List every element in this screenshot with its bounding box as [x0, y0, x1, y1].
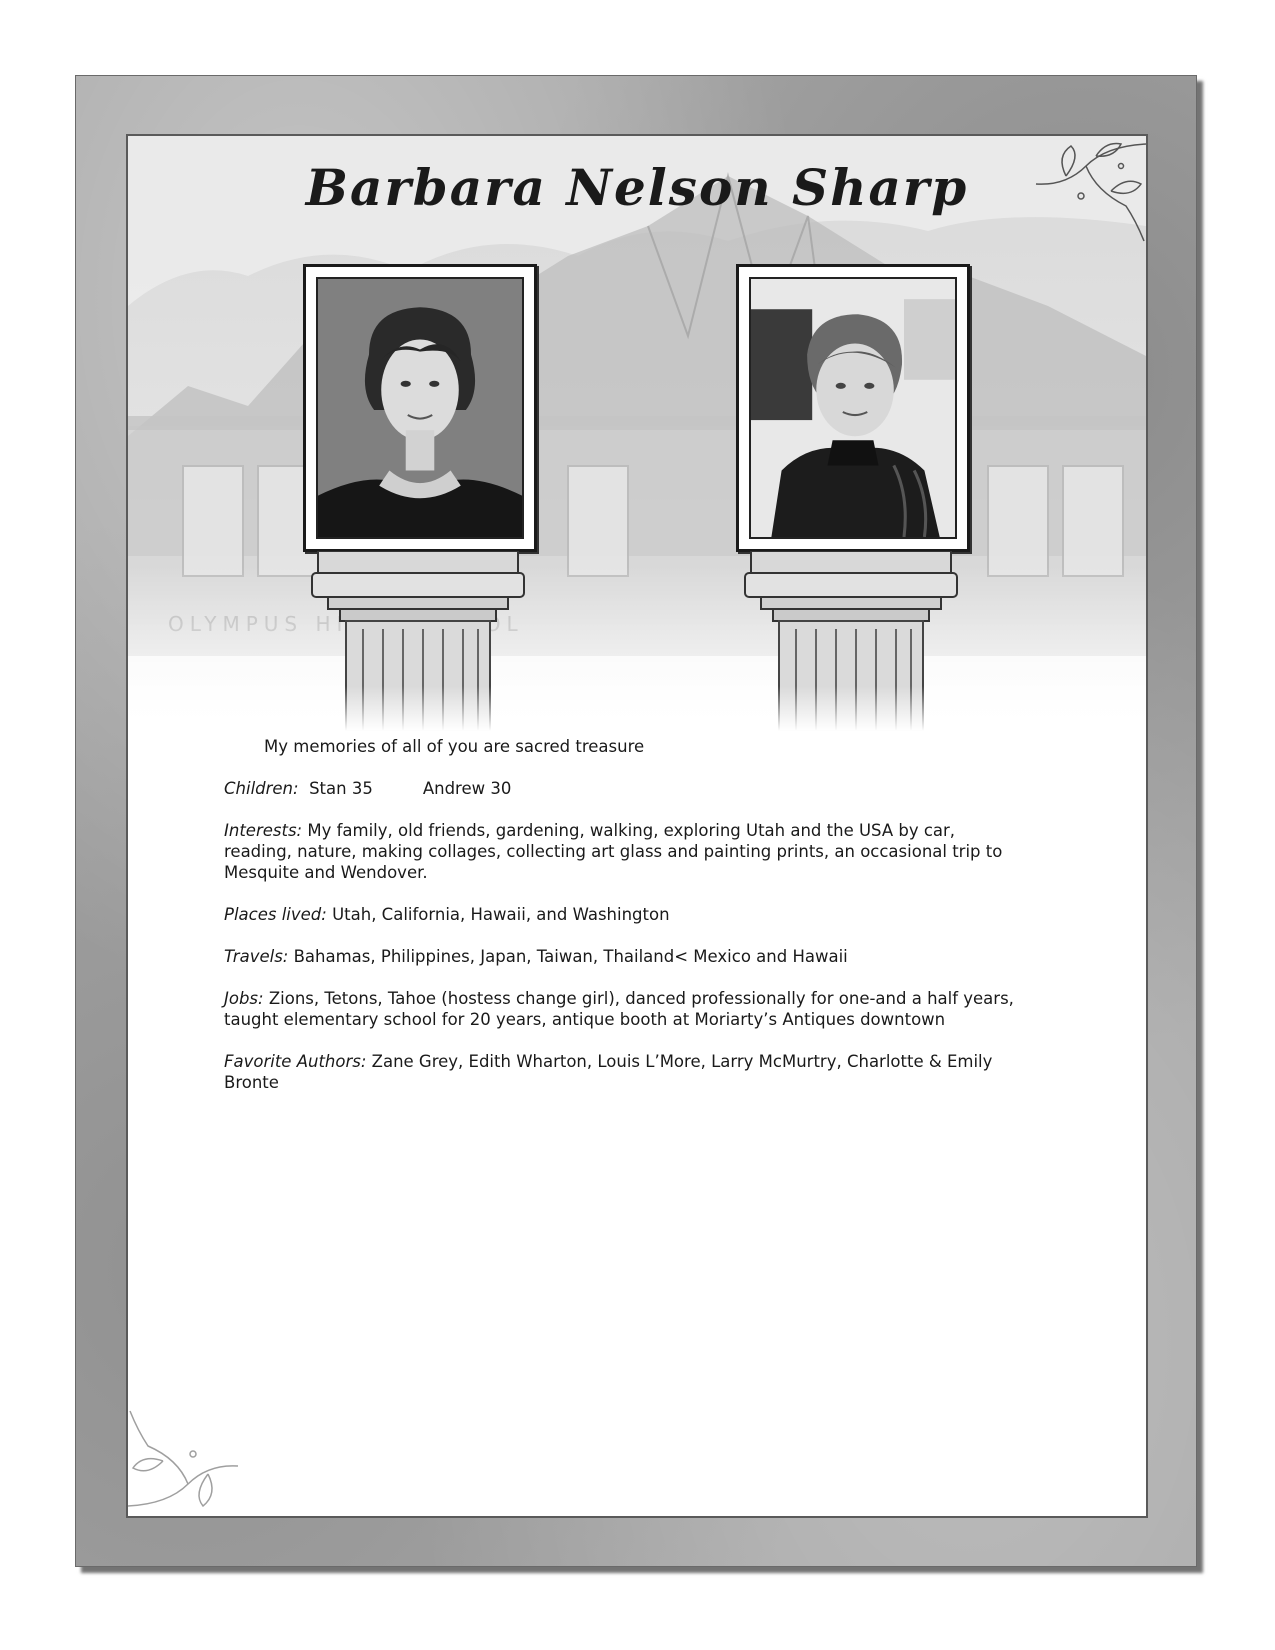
jobs-text: Zions, Tetons, Tahoe (hostess change girl), danced professionally for one-and a half years, taught elementary school for 20 years, antique booth at Moriarty’s Antiques downtown — [224, 989, 1014, 1029]
motto: My memories of all of you are sacred treasure — [264, 737, 645, 756]
authors-label: Favorite Authors: — [224, 1052, 367, 1071]
places-label: Places lived: — [224, 905, 327, 924]
column-pedestal-left — [298, 551, 538, 731]
page-border-frame — [75, 75, 1197, 1567]
jobs-line — [224, 988, 1024, 1030]
authors-text: Zane Grey, Edith Wharton, Louis L’More, Larry McMurtry, Charlotte & Emily Bronte — [224, 1052, 993, 1092]
children-label: Children: — [224, 779, 299, 798]
profile-page — [126, 134, 1148, 1518]
interests-line — [224, 820, 1024, 883]
recent-portrait-photo — [749, 277, 957, 539]
yearbook-portrait-photo — [316, 277, 524, 539]
places-line — [224, 904, 1024, 925]
child-2: Andrew 30 — [422, 779, 512, 798]
biography-text — [224, 736, 1024, 1114]
authors-line — [224, 1051, 1024, 1093]
travels-text: Bahamas, Philippines, Japan, Taiwan, Thailand< Mexico and Hawaii — [293, 947, 848, 966]
jobs-label: Jobs: — [224, 989, 264, 1008]
travels-label: Travels: — [224, 947, 289, 966]
mountain-school-backdrop — [128, 136, 1146, 736]
recent-photo-frame — [736, 264, 970, 552]
child-1: Stan 35 — [309, 779, 373, 798]
interests-label: Interests: — [224, 821, 303, 840]
floral-flourish-icon — [128, 1406, 248, 1516]
page-title: Barbara Nelson Sharp — [305, 158, 969, 217]
yearbook-photo-frame — [303, 264, 537, 552]
children-line — [224, 778, 1024, 799]
travels-line — [224, 946, 1024, 967]
places-text: Utah, California, Hawaii, and Washington — [332, 905, 670, 924]
column-pedestal-right — [731, 551, 971, 731]
interests-text: My family, old friends, gardening, walking, exploring Utah and the USA by car, reading, nature, making collages, collecting art glass and painting prints, an occasional trip to Mesquite and Wendover. — [224, 821, 1003, 882]
